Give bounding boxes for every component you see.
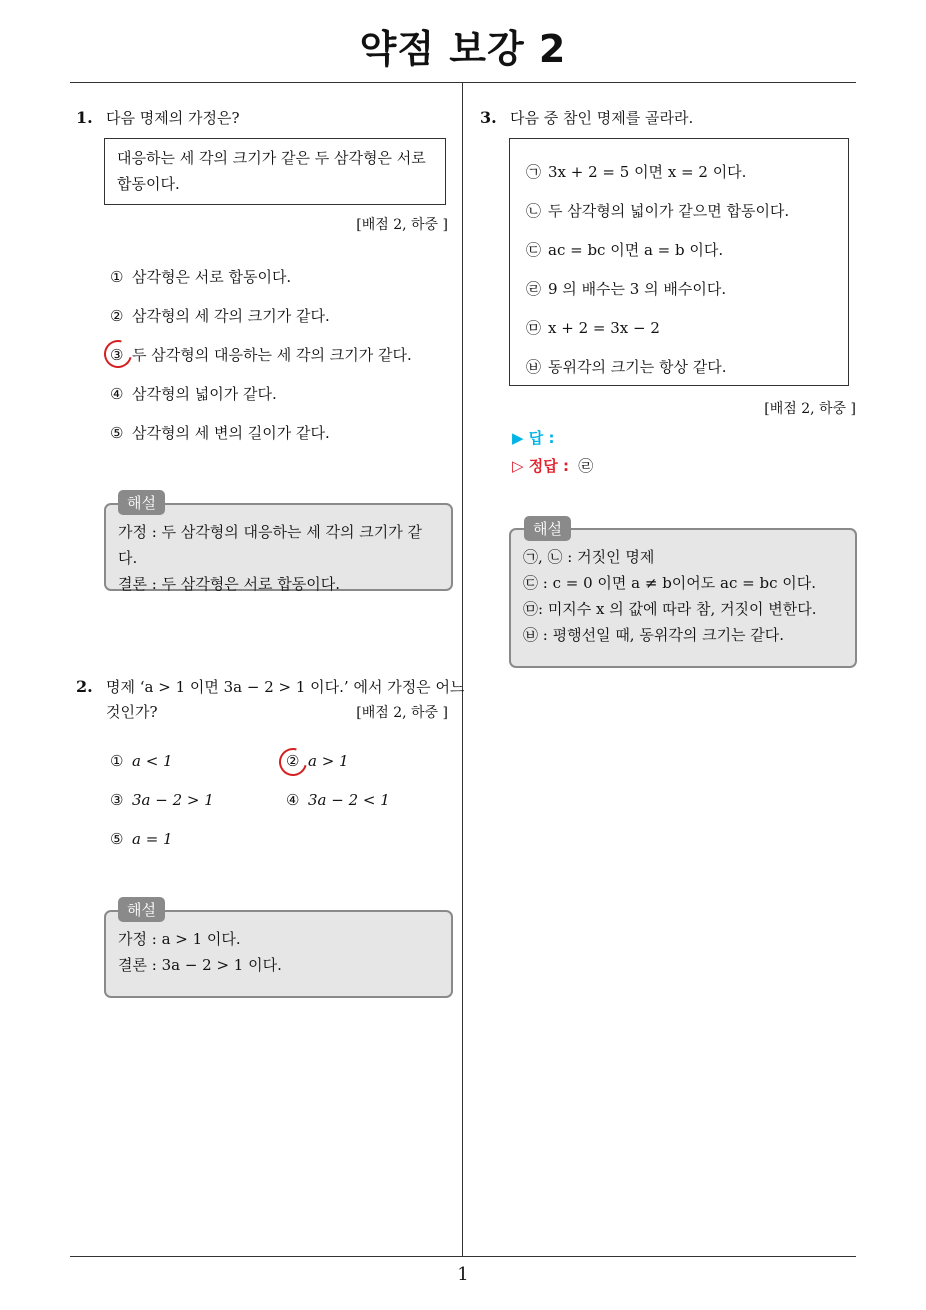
bottom-divider — [70, 1256, 856, 1257]
statement-item: ㉣ 9 의 배수는 3 의 배수이다. — [526, 280, 727, 298]
statement-item: ㉠ 3x + 2 = 5 이면 x = 2 이다. — [526, 163, 747, 181]
explanation-line: ㉠, ㉡ : 거짓인 명제 — [523, 548, 655, 566]
option-1[interactable]: ① a < 1 — [110, 752, 173, 770]
option-2[interactable]: ② a > 1 — [286, 752, 349, 770]
explanation-box — [104, 503, 453, 591]
explanation-line: 결론 : 3a − 2 > 1 이다. — [118, 956, 282, 974]
question-text: 다음 명제의 가정은? — [106, 109, 240, 127]
explanation-line: 가정 : a > 1 이다. — [118, 930, 241, 948]
option-1[interactable]: ① 삼각형은 서로 합동이다. — [110, 268, 292, 286]
page-title: 약점 보강 2 — [359, 27, 567, 71]
statement-item: ㉤ x + 2 = 3x − 2 — [526, 319, 660, 337]
explanation-line: 결론 : 두 삼각형은 서로 합동이다. — [118, 575, 341, 593]
option-2[interactable]: ② 삼각형의 세 각의 크기가 같다. — [110, 307, 330, 325]
score-meta: [배점 2, 하중 ] — [764, 401, 856, 417]
correct-answer: ▷ 정답 : ㉣ — [512, 457, 594, 475]
explanation-line: 가정 : 두 삼각형의 대응하는 세 각의 크기가 같다. — [118, 523, 423, 567]
statement-item: ㉥ 동위각의 크기는 항상 같다. — [526, 358, 727, 376]
answer-label: ▶ 답 : — [512, 429, 555, 447]
question-number: 1. — [76, 108, 93, 127]
option-3[interactable]: ③ 두 삼각형의 대응하는 세 각의 크기가 같다. — [110, 346, 412, 364]
explanation-tab: 해설 — [524, 516, 571, 541]
explanation-box — [104, 910, 453, 998]
explanation-line: ㉥ : 평행선일 때, 동위각의 크기는 같다. — [523, 626, 785, 644]
page-number: 1 — [457, 1264, 469, 1285]
explanation-line: ㉢ : c = 0 이면 a ≠ b이어도 ac = bc 이다. — [523, 574, 817, 592]
proposition-box: 대응하는 세 각의 크기가 같은 두 삼각형은 서로 합동이다. — [104, 138, 446, 205]
question-number: 2. — [76, 677, 93, 696]
statement-item: ㉡ 두 삼각형의 넓이가 같으면 합동이다. — [526, 202, 790, 220]
explanation-line: ㉤: 미지수 x 의 값에 따라 참, 거짓이 변한다. — [523, 600, 817, 618]
question-text: 다음 중 참인 명제를 골라라. — [510, 109, 694, 127]
top-divider — [70, 82, 856, 83]
explanation-tab: 해설 — [118, 490, 165, 515]
score-meta: [배점 2, 하중 ] — [356, 217, 448, 233]
question-text: 명제 ‘a > 1 이면 3a − 2 > 1 이다.’ 에서 가정은 어느 — [106, 678, 465, 696]
explanation-tab: 해설 — [118, 897, 165, 922]
question-text-cont: 것인가? — [106, 703, 158, 721]
option-5[interactable]: ⑤ 삼각형의 세 변의 길이가 같다. — [110, 424, 330, 442]
selected-answer-circle — [99, 335, 137, 373]
option-3[interactable]: ③ 3a − 2 > 1 — [110, 791, 214, 809]
explanation-box — [509, 528, 857, 668]
option-4[interactable]: ④ 3a − 2 < 1 — [286, 791, 390, 809]
statement-item: ㉢ ac = bc 이면 a = b 이다. — [526, 241, 724, 259]
option-4[interactable]: ④ 삼각형의 넓이가 같다. — [110, 385, 277, 403]
statements-box — [509, 138, 849, 386]
selected-answer-circle — [274, 743, 312, 781]
score-meta: [배점 2, 하중 ] — [356, 705, 448, 721]
correct-answer-value: ㉣ — [578, 457, 594, 475]
column-divider — [462, 82, 463, 1257]
question-number: 3. — [480, 108, 497, 127]
option-5[interactable]: ⑤ a = 1 — [110, 830, 173, 848]
